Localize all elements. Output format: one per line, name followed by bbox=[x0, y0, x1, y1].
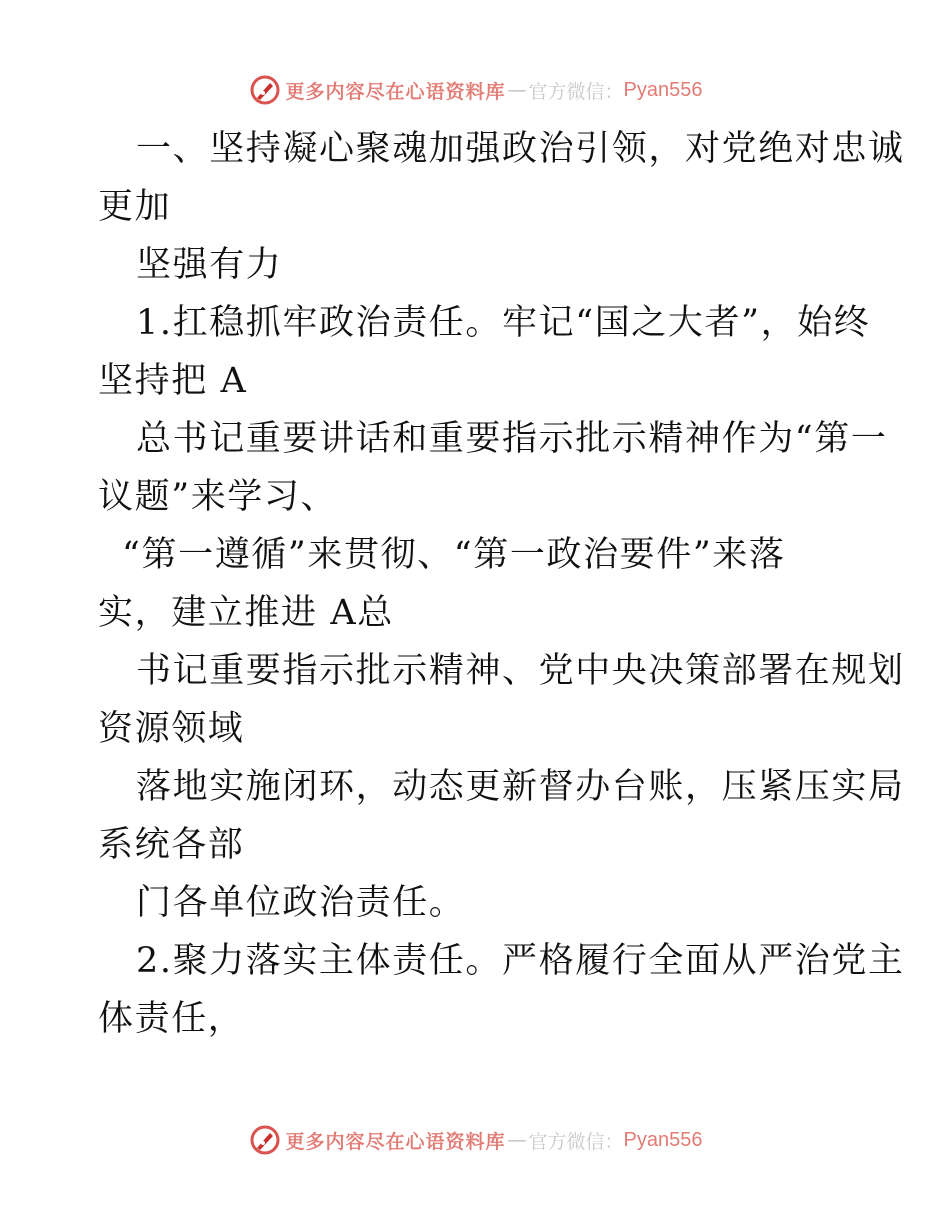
body-line: “第一遵循”来贯彻、“第一政治要件”来落 bbox=[122, 535, 786, 575]
body-line: 2.聚力落实主体责任。严格履行全面从严治党主 bbox=[136, 941, 905, 981]
body-line: 一、坚持凝心聚魂加强政治引领，对党绝对忠诚 bbox=[136, 129, 905, 169]
footer-watermark bbox=[0, 1120, 950, 1160]
body-line: 落地实施闭环，动态更新督办台账，压紧压实局 bbox=[136, 767, 905, 807]
body-line: 坚强有力 bbox=[136, 245, 283, 285]
body-line: 书记重要指示批示精神、党中央决策部署在规划 bbox=[136, 651, 905, 691]
document-body bbox=[98, 120, 905, 1048]
pen-logo-icon bbox=[248, 73, 282, 107]
body-line: 议题”来学习、 bbox=[98, 477, 338, 517]
body-line: 总书记重要讲话和重要指示批示精神作为“第一 bbox=[136, 419, 888, 459]
body-line: 坚持把 A bbox=[98, 361, 248, 401]
watermark-separator: — bbox=[507, 1129, 527, 1151]
body-line: 门各单位政治责任。 bbox=[136, 883, 466, 923]
watermark-brand: 更多内容尽在心语资料库 bbox=[285, 80, 506, 103]
body-line: 系统各部 bbox=[98, 825, 245, 865]
watermark-wechat-id: Pyan556 bbox=[623, 78, 703, 101]
body-line: 1.扛稳抓牢政治责任。牢记“国之大者”，始终 bbox=[136, 303, 871, 343]
watermark-brand: 更多内容尽在心语资料库 bbox=[285, 1130, 506, 1153]
watermark-separator: — bbox=[507, 79, 527, 101]
pen-logo-icon bbox=[248, 1123, 282, 1157]
watermark-wechat-label: 官方微信： bbox=[528, 1130, 624, 1153]
body-line: 资源领域 bbox=[98, 709, 245, 749]
body-line: 更加 bbox=[98, 187, 172, 227]
watermark-wechat-id: Pyan556 bbox=[623, 1128, 703, 1151]
body-line: 实，建立推进 A总 bbox=[98, 593, 394, 633]
header-watermark bbox=[0, 70, 950, 110]
watermark-wechat-label: 官方微信： bbox=[528, 80, 624, 103]
body-line: 体责任， bbox=[98, 999, 245, 1039]
